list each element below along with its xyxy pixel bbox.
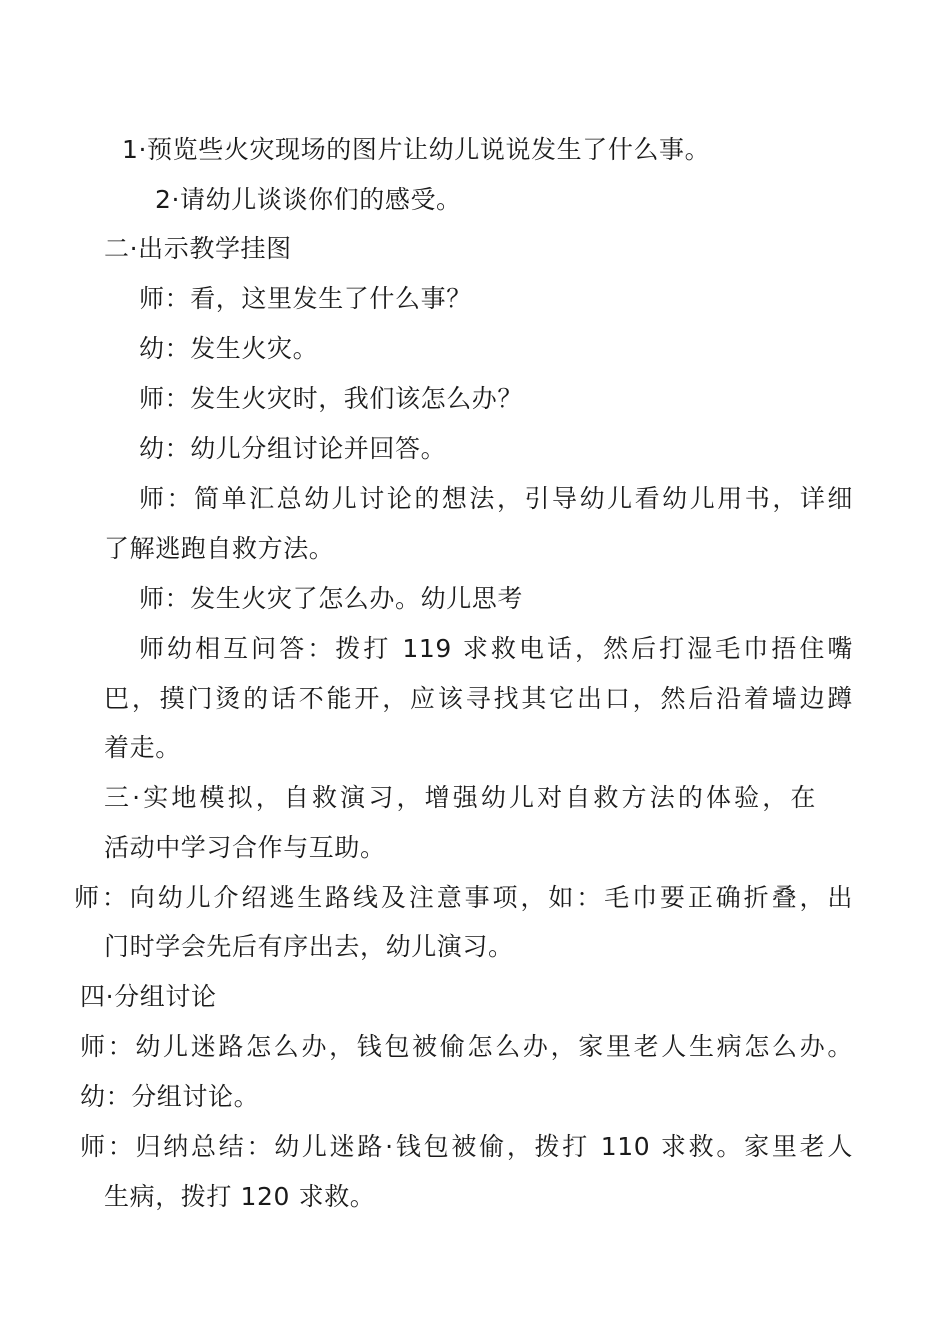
dialogue-line: 师：归纳总结：幼儿迷路·钱包被偷，拨打 110 求救。家里老人 — [80, 1132, 853, 1161]
dialogue-line: 师：简单汇总幼儿讨论的想法，引导幼儿看幼儿用书，详细 — [139, 484, 853, 513]
dialogue-line-continued: 着走。 — [104, 733, 181, 762]
dialogue-line-continued: 门时学会先后有序出去，幼儿演习。 — [104, 932, 514, 961]
dialogue-line-continued: 了解逃跑自救方法。 — [104, 534, 335, 563]
section-heading-3: 三·实地模拟，自救演习，增强幼儿对自救方法的体验，在 — [104, 783, 816, 812]
dialogue-line: 师：看，这里发生了什么事？ — [139, 284, 472, 313]
text-line-intro-step-2: 2·请幼儿谈谈你们的感受。 — [155, 185, 462, 214]
dialogue-line: 师：发生火灾了怎么办。幼儿思考 — [139, 584, 524, 613]
dialogue-line: 幼：分组讨论。 — [80, 1082, 260, 1111]
section-heading-4: 四·分组讨论 — [80, 982, 217, 1011]
dialogue-line: 师：发生火灾时，我们该怎么办？ — [139, 384, 524, 413]
dialogue-line: 师幼相互问答：拨打 119 求救电话，然后打湿毛巾捂住嘴 — [139, 634, 853, 663]
section-heading-3-continued: 活动中学习合作与互助。 — [104, 833, 386, 862]
dialogue-line-continued: 生病，拨打 120 求救。 — [104, 1182, 376, 1211]
text-line-intro-step-1: 1·预览些火灾现场的图片让幼儿说说发生了什么事。 — [122, 135, 711, 164]
dialogue-line: 幼：幼儿分组讨论并回答。 — [139, 434, 447, 463]
dialogue-line: 师：向幼儿介绍逃生路线及注意事项，如：毛巾要正确折叠，出 — [74, 883, 853, 912]
dialogue-line-continued: 巴，摸门烫的话不能开，应该寻找其它出口，然后沿着墙边蹲 — [104, 684, 853, 713]
section-heading-2: 二·出示教学挂图 — [104, 234, 292, 263]
dialogue-line: 师：幼儿迷路怎么办，钱包被偷怎么办，家里老人生病怎么办。 — [80, 1032, 853, 1061]
dialogue-line: 幼：发生火灾。 — [139, 334, 319, 363]
